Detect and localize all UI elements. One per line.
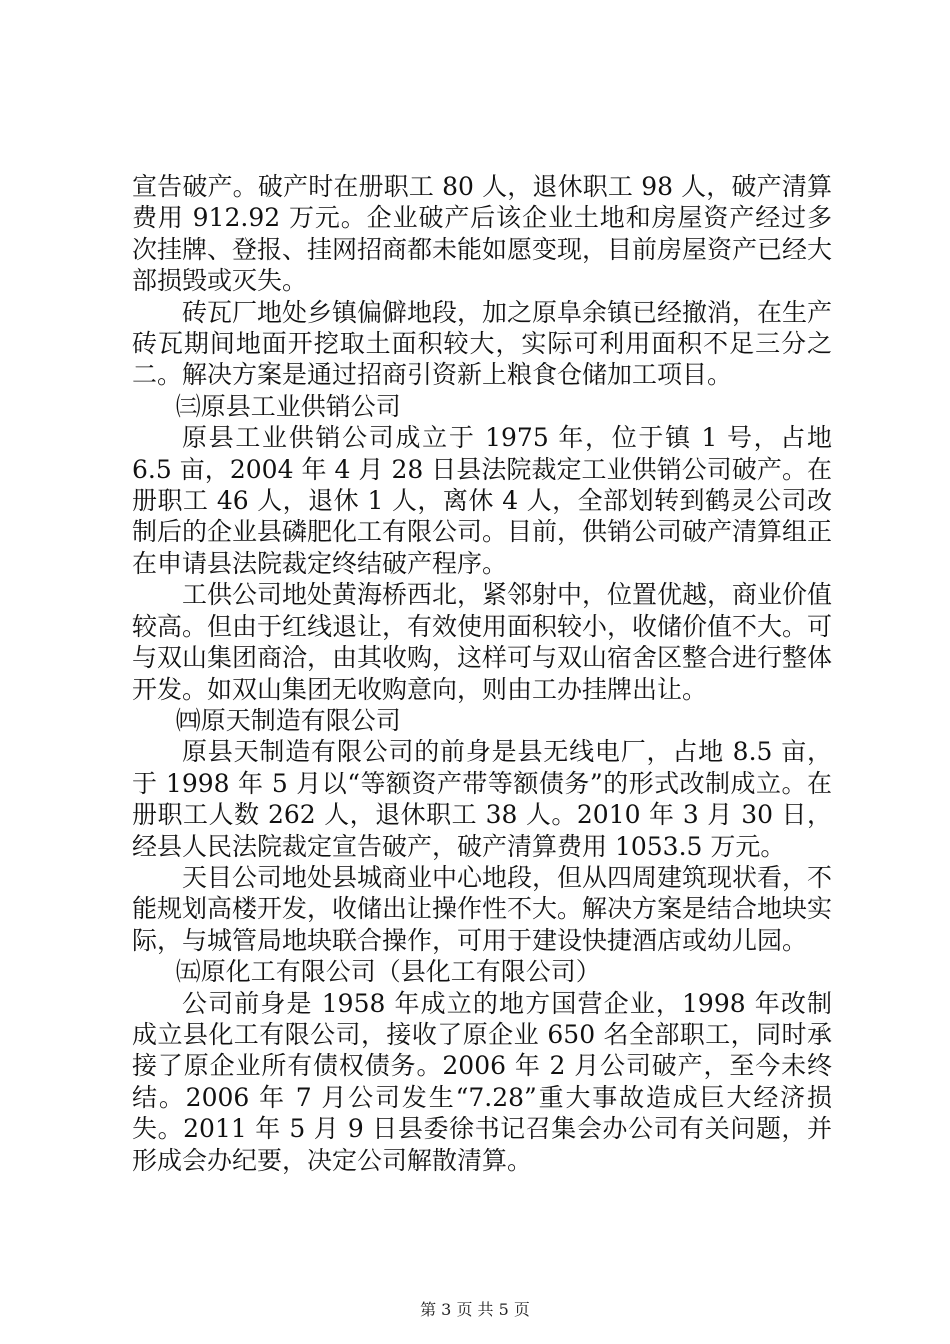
section-heading-5: ㈤原化工有限公司（县化工有限公司） bbox=[175, 957, 601, 987]
page-number-footer: 第 3 页 共 5 页 bbox=[420, 1300, 530, 1319]
paragraph-brick-factory: 砖瓦厂地处乡镇偏僻地段，加之原阜余镇已经撤消，在生产砖瓦期间地面开挖取土面积较大，实际可利用面积不足三分之二。解决方案是通过招商引资新上粮食仓储加工项目。 bbox=[132, 297, 833, 390]
section-heading-3: ㈢原县工业供销公司 bbox=[175, 391, 401, 421]
document-body bbox=[132, 171, 832, 1176]
paragraph-supply-company: 原县工业供销公司成立于 1975 年，位于镇 1 号，占地 6.5 亩，2004 年 4 月 28 日县法院裁定工业供销公司破产。在册职工 46 人，退休 1 人，离休 4 人，全部划转到鹤灵公司改制后的企业县磷肥化工有限公司。目前，供销公司破产清算组正在申请县法院裁定终结破产程序。 bbox=[132, 423, 833, 578]
paragraph-continuation: 宣告破产。破产时在册职工 80 人，退休职工 98 人，破产清算费用 912.92 万元。企业破产后该企业土地和房屋资产经过多次挂牌、登报、挂网招商都未能如愿变现，目前房屋资产已经大部损毁或灭失。 bbox=[132, 172, 833, 296]
paragraph-supply-location: 工供公司地处黄海桥西北，紧邻射中，位置优越，商业价值较高。但由于红线退让，有效使用面积较小，收储价值不大。可与双山集团商洽，由其收购，这样可与双山宿舍区整合进行整体开发。如双山集团无收购意向，则由工办挂牌出让。 bbox=[132, 580, 833, 704]
paragraph-manufacturing-company: 原县天制造有限公司的前身是县无线电厂，占地 8.5 亩，于 1998 年 5 月以“等额资产带等额债务”的形式改制成立。在册职工人数 262 人，退休职工 38 人。2010 年 3 月 30 日，经县人民法院裁定宣告破产，破产清算费用 1053.5 万元。 bbox=[132, 737, 832, 861]
paragraph-tianmu-location: 天目公司地处县城商业中心地段，但从四周建筑现状看，不能规划高楼开发，收储出让操作性不大。解决方案是结合地块实际，与城管局地块联合操作，可用于建设快捷酒店或幼儿园。 bbox=[132, 862, 833, 955]
paragraph-chemical-company: 公司前身是 1958 年成立的地方国营企业，1998 年改制成立县化工有限公司，接收了原企业 650 名全部职工，同时承接了原企业所有债权债务。2006 年 2 月公司破产，至今未终结。2006 年 7 月公司发生“7.28”重大事故造成巨大经济损失。2011 年 5 月 9 日县委徐书记召集会办公司有关问题，并形成会办纪要，决定公司解散清算。 bbox=[132, 988, 832, 1175]
section-heading-4: ㈣原天制造有限公司 bbox=[175, 705, 401, 735]
